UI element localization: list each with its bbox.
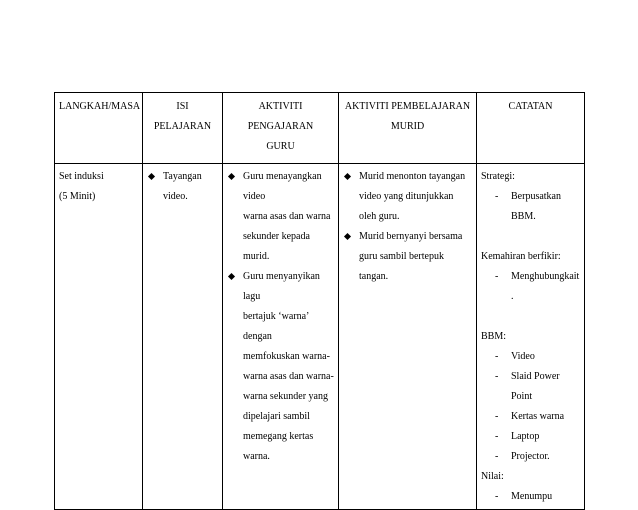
strategi-label: Strategi: (481, 171, 515, 182)
header-isi: ISI PELAJARAN (143, 93, 223, 164)
diamond-bullet-icon (344, 233, 351, 240)
list-item: - Laptop (481, 427, 580, 447)
cell-langkah: Set induksi (5 Minit) (55, 164, 143, 510)
header-row (55, 93, 585, 164)
list-item: - Kertas warna (481, 407, 580, 427)
cell-aktiviti-guru (223, 164, 339, 510)
dash-bullet-icon: - (495, 411, 499, 422)
list-item: Murid bernyanyi bersama guru sambil bertepuk tangan. (343, 227, 472, 287)
lesson-plan-table (54, 92, 585, 510)
list-item: Murid menonton tayangan video yang ditunjukkan oleh guru. (343, 167, 472, 227)
header-catatan: CATATAN (477, 93, 585, 164)
diamond-bullet-icon (228, 173, 235, 180)
dash-bullet-icon: - (495, 371, 499, 382)
header-langkah: LANGKAH/MASA (55, 93, 143, 164)
cell-aktiviti-murid (339, 164, 477, 510)
dash-bullet-icon: - (495, 351, 499, 362)
dash-bullet-icon: - (495, 451, 499, 462)
nilai-label: Nilai: (481, 471, 504, 482)
dash-bullet-icon: - (495, 271, 499, 282)
table-row (55, 164, 585, 510)
list-item: Guru menayangkan video warna asas dan warna sekunder kepada murid. (227, 167, 334, 267)
diamond-bullet-icon (148, 173, 155, 180)
header-aktiviti-guru: AKTIVITI PENGAJARAN GURU (223, 93, 339, 164)
diamond-bullet-icon (228, 273, 235, 280)
dash-bullet-icon: - (495, 191, 499, 202)
kemahiran-label: Kemahiran berfikir: (481, 251, 561, 262)
list-item: - Menghubungkait . (481, 267, 580, 307)
cell-catatan (477, 164, 585, 510)
list-item: - Berpusatkan BBM. (481, 187, 580, 227)
dash-bullet-icon: - (495, 491, 499, 502)
list-item: Tayangan video. (147, 167, 218, 207)
header-aktiviti-murid: AKTIVITI PEMBELAJARAN MURID (339, 93, 477, 164)
cell-isi (143, 164, 223, 510)
list-item: Guru menyanyikan lagu bertajuk ‘warna’ dengan memfokuskan warna- warna asas dan warna- warna sekunder yang dipelajari sambil memegang kertas warna. (227, 267, 334, 467)
list-item: - Slaid Power Point (481, 367, 580, 407)
dash-bullet-icon: - (495, 431, 499, 442)
list-item: - Projector. (481, 447, 580, 467)
bbm-label: BBM: (481, 331, 507, 342)
list-item: - Menumpu (481, 487, 580, 507)
list-item: - Video (481, 347, 580, 367)
diamond-bullet-icon (344, 173, 351, 180)
